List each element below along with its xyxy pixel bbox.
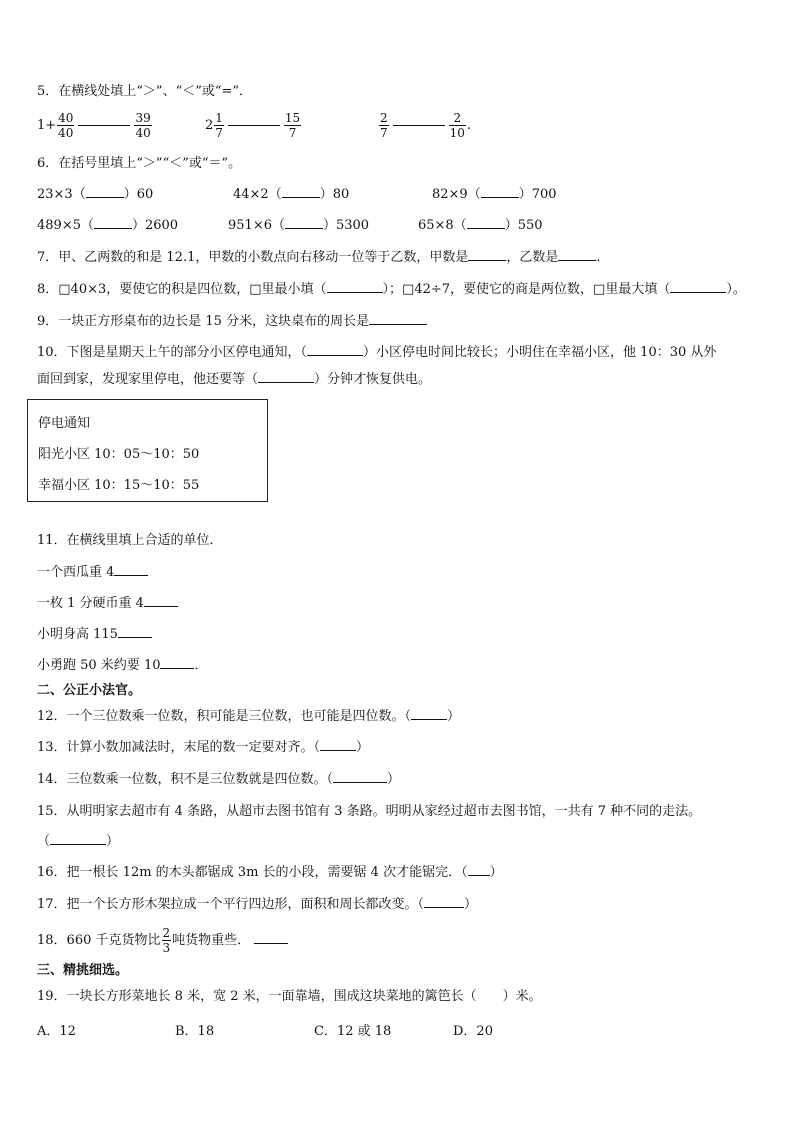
q5-e3-frac: $\frac{2}{7}$ (380, 111, 388, 140)
q5-title: 5．在横线处填上“＞”、“＜”或“=”． (37, 84, 253, 99)
q9-blank[interactable] (369, 324, 427, 325)
q8-blank-2[interactable] (670, 292, 726, 293)
q5-e3-blank[interactable] (393, 125, 445, 126)
q19: 19．一块长方形菜地长 8 米，宽 2 米，一面靠墙，围成这块菜地的篱笆长（ ）米。 (37, 989, 542, 1004)
q14: 14．三位数乘一位数，积不是三位数就是四位数。（ ） (37, 772, 401, 787)
power-outage-notice (27, 399, 268, 502)
q18-blank[interactable] (254, 943, 288, 944)
q7: 7．甲、乙两数的和是 12.1，甲数的小数点向右移动一位等于乙数，甲数是 ，乙数是 ． (37, 250, 610, 265)
q15-line-1: 15．从明明家去超市有 4 条路，从超市去图书馆有 3 条路。明明从家经过超市去图书馆，一共有 7 种不同的走法。 (37, 804, 702, 819)
notice-title: 停电通知 (38, 416, 91, 431)
q9: 9．一块正方形桌布的边长是 15 分米，这块桌布的周长是 (37, 313, 427, 331)
q6-item-5: 951×6（ ）5300 (228, 218, 370, 233)
q14-blank[interactable] (333, 782, 387, 783)
q8: 8．□40×3，要使它的积是四位数，□里最小填（ ）；□42÷7，要使它的商是两位数，□里最大填（ ）。 (37, 282, 746, 297)
q6-blank-3[interactable] (481, 197, 519, 198)
q16: 16．把一根长 12m 的木头都锯成 3m 长的小段，需要锯 4 次才能锯完．（ ） (37, 865, 503, 880)
q19-option-b[interactable]: B．18 (175, 1024, 215, 1039)
q12-blank[interactable] (411, 719, 447, 720)
q5-expr-3 (378, 106, 471, 146)
q5-expr-2 (205, 106, 302, 146)
q19-option-d[interactable]: D．20 (453, 1024, 493, 1039)
q17-blank[interactable] (424, 907, 464, 908)
q13-blank[interactable] (320, 750, 356, 751)
q6-item-4: 489×5（ ）2600 (37, 218, 179, 233)
q15-blank[interactable] (50, 844, 106, 845)
q16-blank[interactable] (468, 875, 490, 876)
q11-blank-2[interactable] (144, 606, 178, 607)
q5-e3-rfrac: $\frac{2}{10}$ (449, 111, 465, 140)
notice-line-2: 幸福小区 10：15～10：55 (38, 478, 200, 493)
q13: 13．计算小数加减法时，末尾的数一定要对齐。（ ） (37, 740, 370, 755)
q6-item-1: 23×3（ ）60 (37, 187, 154, 202)
q8-blank-1[interactable] (327, 292, 383, 293)
q5-e3-end: . (466, 118, 472, 133)
q6-blank-5[interactable] (285, 228, 323, 229)
q6-blank-6[interactable] (467, 228, 505, 229)
q6-item-2: 44×2（ ）80 (233, 187, 350, 202)
q11-item-1: 一个西瓜重 4 (37, 564, 148, 582)
q5-e1-frac: $\frac{40}{40}$ (58, 111, 74, 140)
q10-blank-2[interactable] (258, 382, 314, 383)
q6-blank-2[interactable] (282, 197, 320, 198)
q11-blank-4[interactable] (160, 668, 194, 669)
q6-title: 6．在括号里填上“＞”“＜”或“＝”。 (37, 156, 242, 171)
q5-e1-whole: 1+ (37, 118, 57, 133)
q6-blank-1[interactable] (86, 197, 124, 198)
q11-blank-1[interactable] (114, 575, 148, 576)
q12: 12．一个三位数乘一位数，积可能是三位数，也可能是四位数。（ ） (37, 709, 461, 724)
q6-blank-4[interactable] (94, 228, 132, 229)
q5-e2-blank[interactable] (228, 125, 280, 126)
q7-blank-1[interactable] (468, 260, 506, 261)
q18: 18．660 千克货物比 $\frac{2}{3}$ 吨货物重些． (37, 924, 288, 958)
q17: 17．把一个长方形木架拉成一个平行四边形，面积和周长都改变。（ ） (37, 897, 478, 912)
q19-option-c[interactable]: C．12 或 18 (314, 1024, 392, 1039)
q7-blank-2[interactable] (558, 260, 596, 261)
q5-e2-whole: 2 (205, 118, 214, 133)
q6-item-3: 82×9（ ）700 (432, 187, 557, 202)
q5-e2-frac: $\frac{1}{7}$ (215, 111, 223, 140)
q11-item-2: 一枚 1 分硬币重 4 (37, 595, 178, 613)
section-2-title: 二、公正小法官。 (37, 683, 142, 698)
q6-item-6: 65×8（ ）550 (418, 218, 543, 233)
q18-frac: $\frac{2}{3}$ (162, 926, 171, 955)
q11-item-4: 小勇跑 50 米约要 10 ． (37, 658, 208, 673)
q5-e2-rfrac: $\frac{15}{7}$ (284, 111, 301, 140)
q19-option-a[interactable]: A．12 (37, 1024, 76, 1039)
notice-line-1: 阳光小区 10：05～10：50 (38, 447, 200, 462)
q11-blank-3[interactable] (118, 637, 152, 638)
q5-e1-blank[interactable] (78, 125, 130, 126)
q5-expr-1 (37, 106, 153, 146)
q11-title: 11．在横线里填上合适的单位． (37, 533, 223, 548)
q10-line-2: 面回到家，发现家里停电，他还要等（ ）分钟才恢复供电。 (37, 372, 432, 387)
q10-blank-1[interactable] (307, 355, 363, 356)
q15-line-2: （ ） (37, 834, 120, 849)
section-3-title: 三、精挑细选。 (37, 963, 129, 978)
q10-line-1: 10．下图是星期天上午的部分小区停电通知，（ ）小区停电时间比较长；小明住在幸福小区，他 10：30 从外 (37, 345, 717, 360)
q11-item-3: 小明身高 115 (37, 626, 152, 644)
q5-e1-rfrac: $\frac{39}{40}$ (135, 111, 151, 140)
